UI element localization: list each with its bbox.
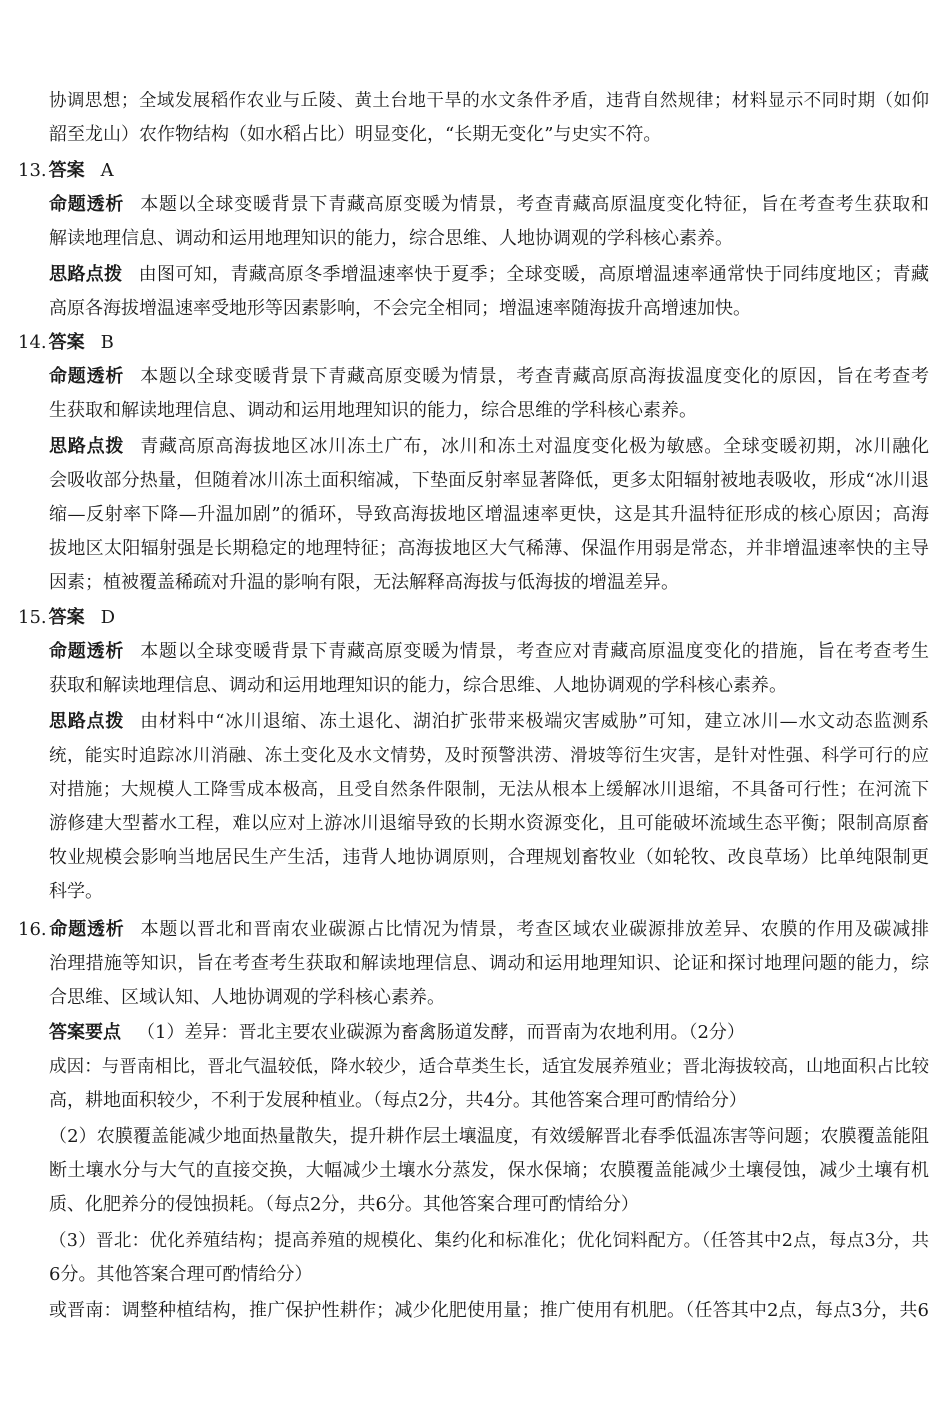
q13-answer-line — [18, 154, 929, 188]
intent-label: 命题透析 — [49, 366, 125, 387]
q15-idea-line — [49, 705, 929, 739]
q16-points-line — [49, 1016, 929, 1050]
q15-intent-line — [49, 635, 929, 669]
q14-answer-line — [18, 326, 929, 360]
q16-intent-line — [18, 913, 929, 947]
q16-intent-line: 合思维、区域认知、人地协调观的学科核心素养。 — [49, 987, 445, 1008]
q16-points-line: 或晋南：调整种植结构，推广保护性耕作；减少化肥使用量；推广使用有机肥。（任答其中2点，每点3分，共6 — [49, 1300, 929, 1321]
intent-label: 命题透析 — [48, 919, 125, 940]
q16-points-line: （3）晋北：优化养殖结构；提高养殖的规模化、集约化和标准化；优化饲料配方。（任答其中2点，每点3分，共 — [49, 1231, 929, 1251]
idea-label: 思路点拨 — [49, 264, 123, 285]
q14-idea-line: 缩—反射率下降—升温加剧”的循环，导致高海拔地区增温速率更快，这是其升温特征形成的核心原因；高海 — [49, 504, 929, 525]
q16-points-line: 质、化肥养分的侵蚀损耗。（每点2分，共6分。其他答案合理可酌情给分） — [49, 1194, 639, 1215]
answer-label: 答案 — [48, 332, 85, 353]
q14-idea-line: 拔地区太阳辐射强是长期稳定的地理特征；高海拔地区大气稀薄、保温作用弱是常态，并非增温速率快的主导 — [49, 538, 929, 559]
intent-text: 本题以晋北和晋南农业碳源占比情况为情景，考查区域农业碳源排放差异、农膜的作用及碳减排 — [140, 919, 929, 940]
intent-label: 命题透析 — [49, 194, 125, 215]
answer-label: 答案 — [48, 160, 85, 181]
q16-intent-line: 治理措施等知识，旨在考查考生获取和解读地理信息、调动和运用地理知识、论证和探讨地理问题的能力，综 — [49, 953, 929, 974]
q13-idea-line — [49, 258, 929, 292]
intent-text: 本题以全球变暖背景下青藏高原变暖为情景，考查青藏高原高海拔温度变化的原因，旨在考查考 — [140, 366, 929, 387]
points-label: 答案要点 — [49, 1022, 121, 1043]
q15-answer-line — [18, 601, 929, 635]
intent-label: 命题透析 — [49, 641, 125, 662]
answer-label: 答案 — [48, 607, 85, 628]
q16-points-line: 成因：与晋南相比，晋北气温较低，降水较少，适合草类生长，适宜发展养殖业；晋北海拔较高，山地面积占比较 — [49, 1057, 929, 1077]
idea-text: 青藏高原高海拔地区冰川冻土广布，冰川和冻土对温度变化极为敏感。全球变暖初期，冰川融化 — [140, 436, 929, 457]
idea-label: 思路点拨 — [49, 711, 125, 732]
q14-intent-line — [49, 360, 929, 394]
intro-line: 韶至龙山）农作物结构（如水稻占比）明显变化，“长期无变化”与史实不符。 — [49, 124, 662, 145]
q15-idea-line: 对措施；大规模人工降雪成本极高，且受自然条件限制，无法从根本上缓解冰川退缩，不具备可行性；在河流下 — [49, 780, 929, 800]
question-number: 13. — [18, 160, 47, 181]
answer-value: D — [100, 607, 116, 628]
q13-idea-line: 高原各海拔增温速率受地形等因素影响，不会完全相同；增温速率随海拔升高增速加快。 — [49, 298, 751, 319]
idea-label: 思路点拨 — [49, 436, 125, 457]
q15-idea-line: 统，能实时追踪冰川消融、冻土变化及水文情势，及时预警洪涝、滑坡等衍生灾害，是针对性强、科学可行的应 — [49, 746, 929, 766]
q14-intent-line: 生获取和解读地理信息、调动和运用地理知识的能力，综合思维的学科核心素养。 — [49, 400, 697, 421]
idea-text: 由材料中“冰川退缩、冻土退化、湖泊扩张带来极端灾害威胁”可知，建立冰川—水文动态监测系 — [140, 711, 929, 732]
intro-line: 协调思想；全域发展稻作农业与丘陵、黄土台地干旱的水文条件矛盾，违背自然规律；材料显示不同时期（如仰 — [49, 91, 929, 111]
q15-idea-line: 游修建大型蓄水工程，难以应对上游冰川退缩导致的长期水资源变化，且可能破坏流域生态平衡；限制高原畜 — [49, 813, 929, 834]
question-number: 15. — [18, 607, 47, 628]
q14-idea-line: 会吸收部分热量，但随着冰川冻土面积缩减，下垫面反射率显著降低，更多太阳辐射被地表吸收，形成“冰川退 — [49, 470, 929, 491]
q16-points-line: 高，耕地面积较少，不利于发展种植业。（每点2分，共4分。其他答案合理可酌情给分） — [49, 1090, 747, 1111]
q16-points-line: 断土壤水分与大气的直接交换，大幅减少土壤水分蒸发，保水保墒；农膜覆盖能减少土壤侵蚀，减少土壤有机 — [49, 1160, 929, 1181]
intent-text: 本题以全球变暖背景下青藏高原变暖为情景，考查青藏高原温度变化特征，旨在考查考生获取和 — [140, 194, 929, 215]
question-number: 14. — [18, 332, 47, 353]
q15-idea-line: 科学。 — [49, 881, 103, 902]
intent-text: 本题以全球变暖背景下青藏高原变暖为情景，考查应对青藏高原温度变化的措施，旨在考查考生 — [140, 641, 929, 662]
points-text: （1）差异：晋北主要农业碳源为畜禽肠道发酵，而晋南为农地利用。（2分） — [137, 1022, 745, 1043]
q14-idea-line: 因素；植被覆盖稀疏对升温的影响有限，无法解释高海拔与低海拔的增温差异。 — [49, 572, 679, 593]
q14-idea-line — [49, 430, 929, 464]
q16-points-line: 6分。其他答案合理可酌情给分） — [49, 1264, 313, 1285]
idea-text: 由图可知，青藏高原冬季增温速率快于夏季；全球变暖，高原增温速率通常快于同纬度地区；青藏 — [138, 264, 929, 285]
q15-intent-line: 获取和解读地理信息、调动和运用地理知识的能力，综合思维、人地协调观的学科核心素养。 — [49, 675, 787, 696]
q13-intent-line: 解读地理信息、调动和运用地理知识的能力，综合思维、人地协调观的学科核心素养。 — [49, 228, 733, 249]
answer-value: A — [100, 160, 114, 181]
question-number: 16. — [18, 919, 47, 940]
answer-value: B — [100, 332, 114, 353]
q15-idea-line: 牧业规模会影响当地居民生产生活，违背人地协调原则，合理规划畜牧业（如轮牧、改良草场）比单纯限制更 — [49, 847, 929, 868]
q13-intent-line — [49, 188, 929, 222]
q16-points-line: （2）农膜覆盖能减少地面热量散失，提升耕作层土壤温度，有效缓解晋北春季低温冻害等问题；农膜覆盖能阻 — [49, 1126, 929, 1147]
